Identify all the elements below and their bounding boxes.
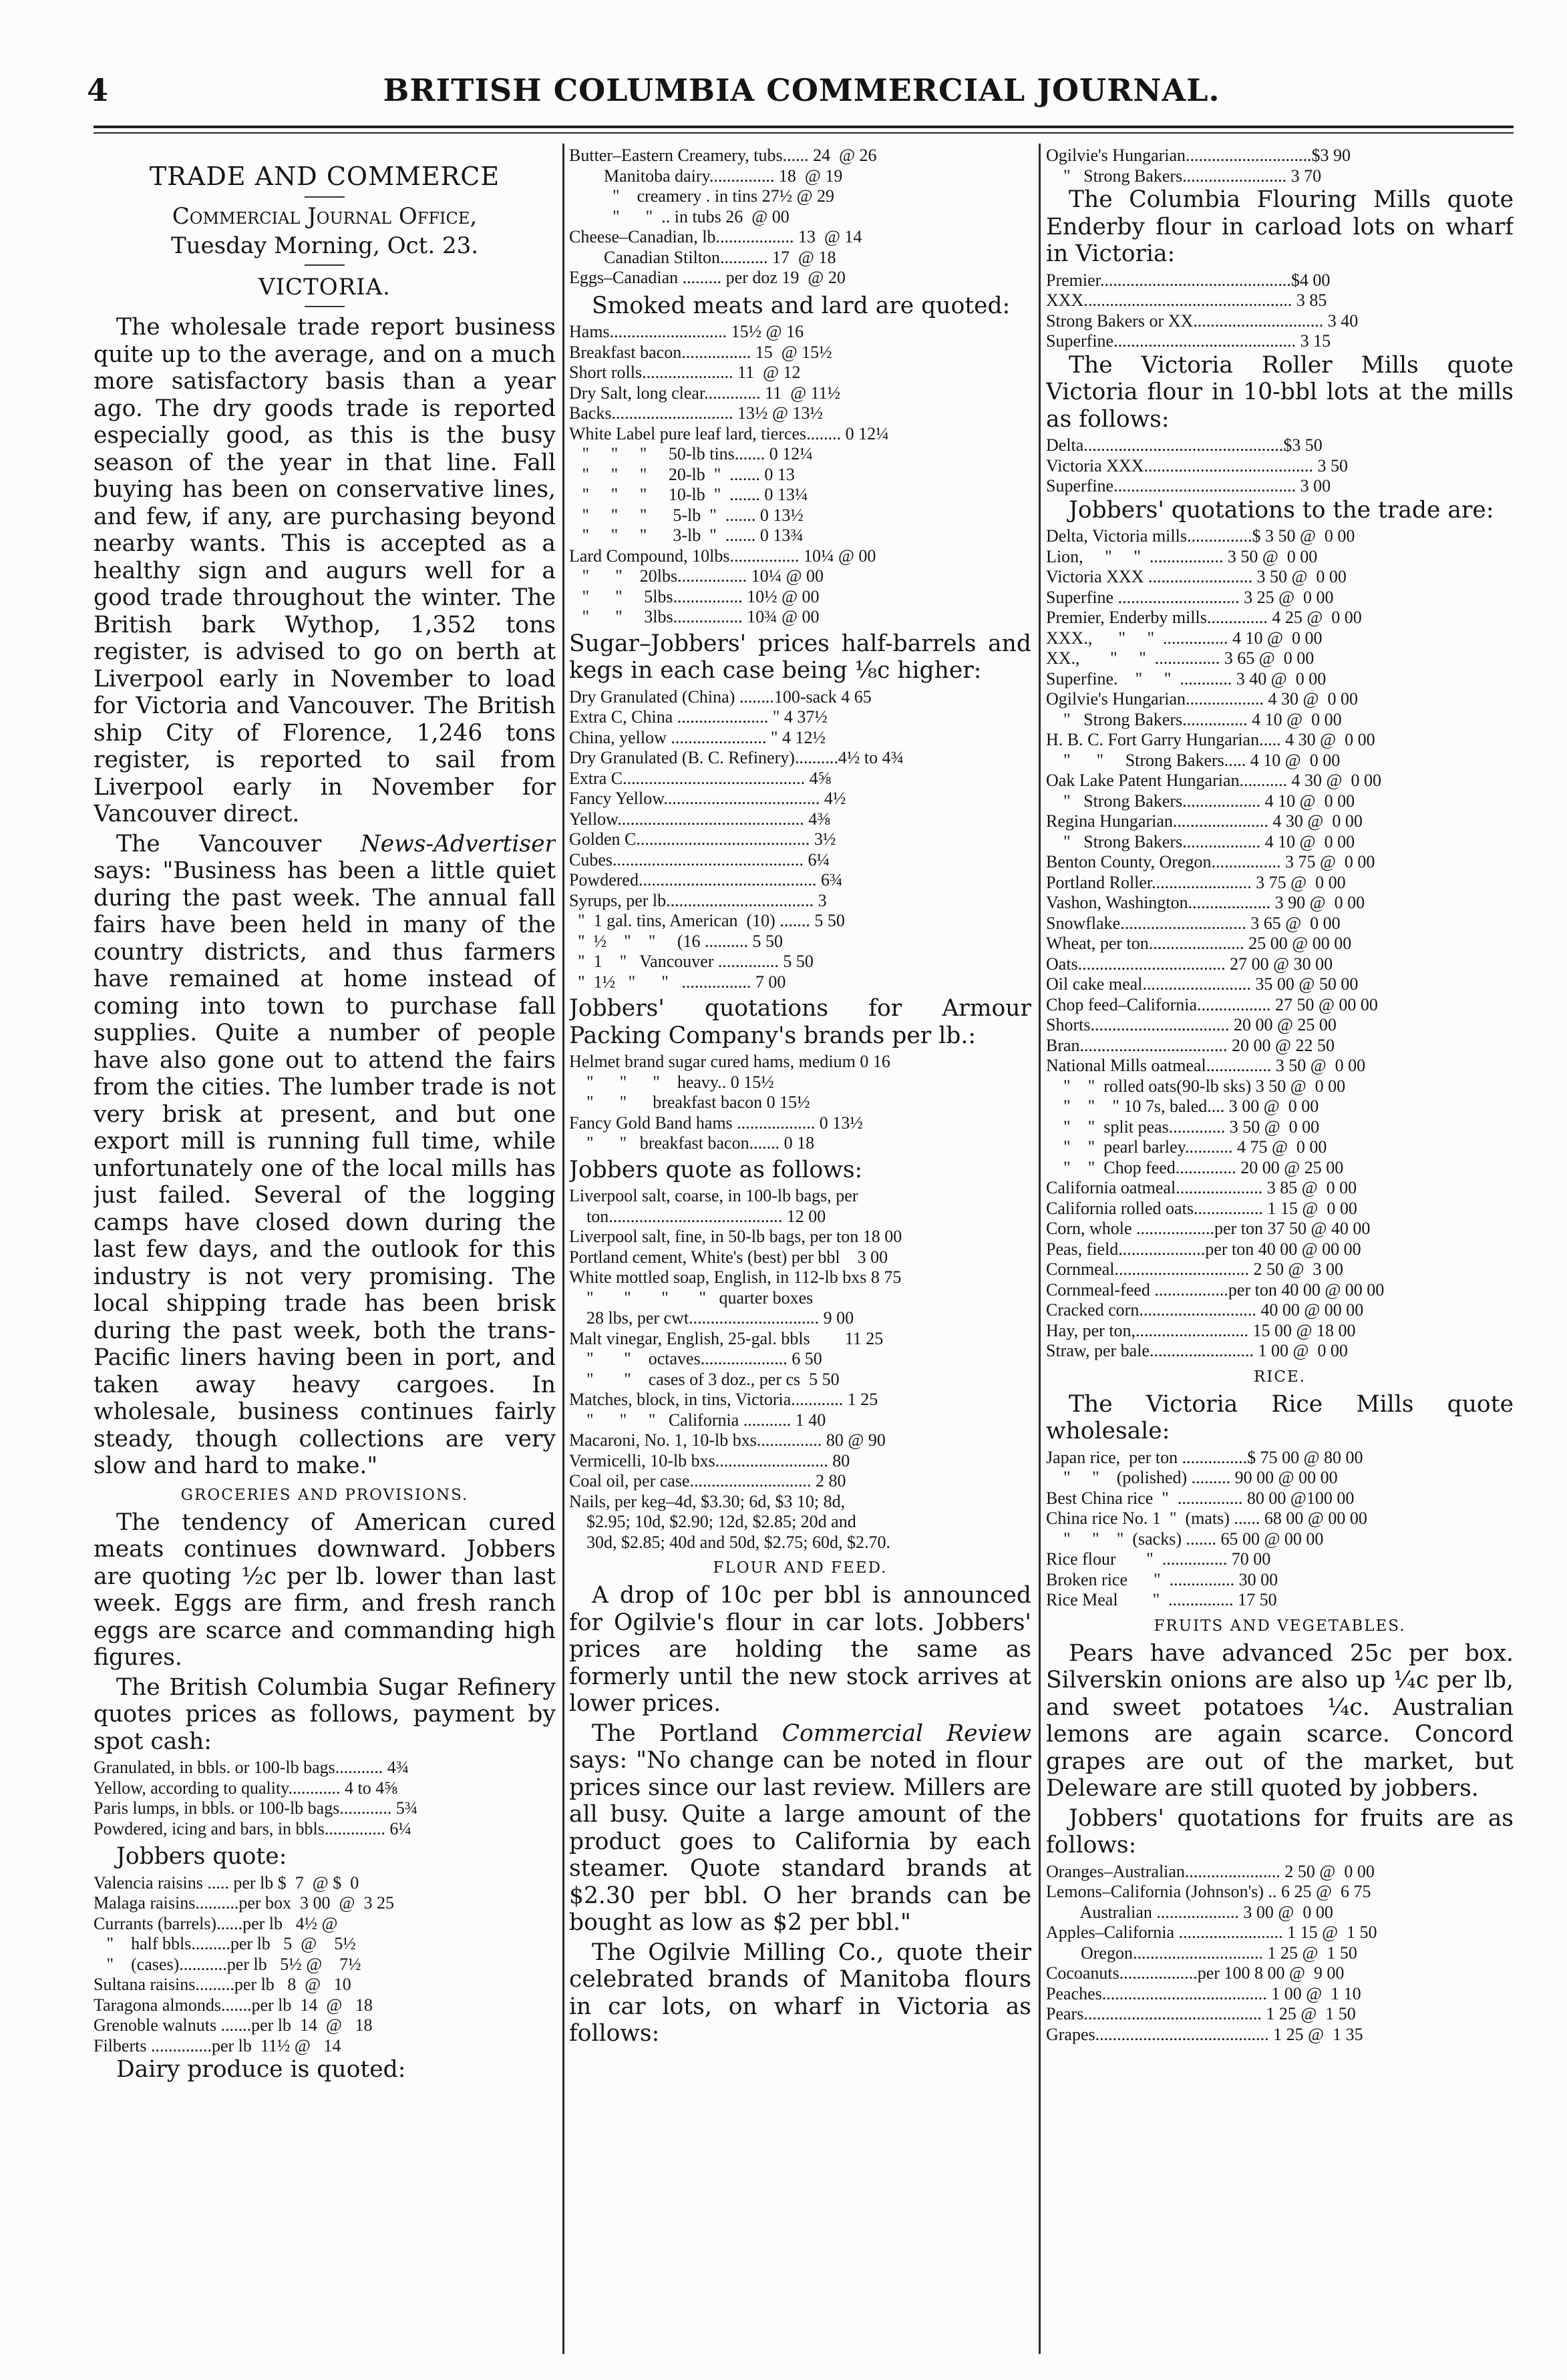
feed-price-line: " " split peas............. 3 50 @ 0 00	[1046, 1117, 1320, 1137]
rice-price-line: Rice Meal " ............... 17 50	[1046, 1590, 1277, 1609]
feed-price-line: Portland Roller....................... 3 75 @ 0 00	[1046, 872, 1346, 892]
misc-price-line: " " cases of 3 doz., per cs 5 50	[569, 1369, 840, 1389]
dairy-price-line: Eggs–Canadian ......... per doz 19 @ 20	[569, 268, 846, 287]
armour-label: Jobbers' quotations for Armour Packing Company's brands per lb.:	[569, 995, 1031, 1049]
fruit-price-line: " (cases)...........per lb 5½ @ 7½	[94, 1954, 361, 1974]
sugar-price-line: Golden C........................................ 3½	[569, 829, 836, 849]
fruit-price-line: Apples–California ........................ 1 15 @ 1 50	[1046, 1923, 1377, 1942]
armour-price-line: " " breakfast bacon 0 15½	[569, 1093, 810, 1112]
fruit-price-line: Pears......................................... 1 25 @ 1 50	[1046, 2004, 1356, 2023]
feed-price-line: XXX., " " ............... 4 10 @ 0 00	[1046, 628, 1323, 648]
dairy-price-line: Butter–Eastern Creamery, tubs...... 24 @ 26	[569, 146, 877, 165]
meat-price-line: " " " 10-lb " ....... 0 13¼	[569, 485, 808, 504]
meat-price-line: " " 3lbs................ 10¾ @ 00	[569, 607, 820, 626]
sugar-price-line: China, yellow ...................... " 4 12½	[569, 727, 826, 747]
paragraph-rice-mills: The Victoria Rice Mills quote wholesale:	[1046, 1390, 1514, 1444]
flour-price-line: Superfine.......................................... 3 00	[1046, 476, 1331, 495]
flour-feed-heading: FLOUR AND FEED.	[713, 1559, 888, 1577]
armour-price-line: Helmet brand sugar cured hams, medium 0 16	[569, 1052, 890, 1071]
header-rule-bottom	[94, 132, 1514, 134]
misc-price-line: White mottled soap, English, in 112-lb bxs 8 75	[569, 1267, 902, 1287]
feed-price-line: Hay, per ton,.......................... 15 00 @ 18 00	[1046, 1320, 1356, 1340]
sugar-jobbers-label: Sugar–Jobbers' prices half-barrels and kegs in each case being ⅛c higher:	[569, 630, 1031, 684]
dairy-price-line: " " .. in tubs 26 @ 00	[569, 206, 790, 226]
sugar-price-line: Paris lumps, in bbls. or 100-lb bags............ 5¾	[94, 1798, 418, 1818]
page-header	[80, 67, 1523, 114]
rice-price-line: Rice flour " ............... 70 00	[1046, 1549, 1271, 1569]
armour-price-line: Fancy Gold Band hams .................. 0 13½	[569, 1113, 863, 1133]
feed-price-line: Benton County, Oregon................ 3 75 @ 0 00	[1046, 852, 1375, 871]
misc-price-line: 30d, $2.85; 40d and 50d, $2.75; 60d, $2.70.	[569, 1532, 890, 1552]
rice-price-line: Best China rice " ............... 80 00 @100 00	[1046, 1488, 1355, 1508]
newspaper-name: News-Advertiser	[360, 830, 556, 857]
journal-title: BRITISH COLUMBIA COMMERCIAL JOURNAL.	[383, 72, 1220, 108]
feed-price-line: Bran.................................. 20 00 @ 22 50	[1046, 1035, 1335, 1055]
feed-price-line: National Mills oatmeal............... 3 50 @ 0 00	[1046, 1056, 1366, 1075]
feed-price-line: Delta, Victoria mills...............$ 3 50 @ 0 00	[1046, 526, 1355, 546]
paragraph-roller-mills: The Victoria Roller Mills quote Victoria flour in 10-bbl lots at the mills as follows:	[1046, 351, 1514, 433]
feed-price-line: Victoria XXX ........................ 3 50 @ 0 00	[1046, 567, 1347, 586]
sugar-price-line: Extra C.......................................... 4⅝	[569, 768, 832, 788]
feed-price-line: Peas, field....................per ton 40 00 @ 00 00	[1046, 1239, 1361, 1259]
meat-price-line: " " 5lbs................ 10½ @ 00	[569, 586, 820, 606]
flour-price-line: XXX................................................ 3 85	[1046, 290, 1327, 310]
groceries-heading: GROCERIES AND PROVISIONS.	[180, 1486, 469, 1504]
fruit-price-line: Sultana raisins.........per lb 8 @ 10	[94, 1975, 351, 1994]
feed-price-line: " Strong Bakers............... 4 10 @ 0 00	[1046, 709, 1342, 729]
rice-price-line: China rice No. 1 " (mats) ...... 68 00 @ 00 00	[1046, 1509, 1367, 1528]
meat-price-line: " " " 3-lb " ....... 0 13¾	[569, 526, 804, 545]
paragraph-ogilvie-milling: The Ogilvie Milling Co., quote their celebrated brands of Manitoba flours in car lots, on wharf in Victoria as follows:	[569, 1939, 1031, 2047]
rice-price-line: " " (polished) ......... 90 00 @ 00 00	[1046, 1468, 1338, 1487]
paragraph-fruit-quotations: Jobbers' quotations for fruits are as follows:	[1046, 1804, 1514, 1858]
feed-price-line: Superfine. " " ............ 3 40 @ 0 00	[1046, 668, 1327, 688]
misc-price-line: Macaroni, No. 1, 10-lb bxs............... 80 @ 90	[569, 1430, 886, 1450]
feed-price-line: " Strong Bakers.................. 4 10 @ 0 00	[1046, 791, 1355, 811]
feed-price-line: Shorts................................ 20 00 @ 25 00	[1046, 1015, 1337, 1034]
fruit-price-line: Oranges–Australian...................... 2 50 @ 0 00	[1046, 1861, 1375, 1881]
paragraph-portland-review	[569, 1720, 1031, 1937]
sugar-price-line: " 1 gal. tins, American (10) ....... 5 50	[569, 911, 845, 930]
misc-price-line: ton........................................ 12 00	[569, 1206, 826, 1226]
armour-price-line: " " breakfast bacon....... 0 18	[569, 1133, 815, 1153]
feed-price-line: " " Strong Bakers..... 4 10 @ 0 00	[1046, 750, 1341, 770]
feed-price-line: " " Chop feed.............. 20 00 @ 25 00	[1046, 1157, 1344, 1177]
sugar-price-line: Powdered......................................... 6¾	[569, 870, 843, 889]
misc-price-line: 28 lbs, per cwt.............................. 9 00	[569, 1308, 854, 1328]
meat-price-line: Breakfast bacon................ 15 @ 15½	[569, 342, 832, 362]
meat-price-line: Dry Salt, long clear............. 11 @ 11½	[569, 383, 841, 403]
sugar-price-line: Yellow, according to quality............ 4 to 4⅝	[94, 1778, 397, 1798]
rice-heading: RICE.	[1253, 1368, 1307, 1386]
sugar-price-line: Granulated, in bbls. or 100-lb bags........... 4¾	[94, 1758, 409, 1777]
meat-price-line: " " " 20-lb " ....... 0 13	[569, 464, 795, 484]
misc-price-line: Nails, per keg–4d, $3.30; 6d, $3 10; 8d,	[569, 1491, 846, 1511]
feed-price-line: " Strong Bakers.................. 4 10 @ 0 00	[1046, 831, 1355, 851]
text: The Vancouver	[116, 830, 361, 857]
text: The Portland	[592, 1720, 782, 1747]
text: says: "No change can be noted in flour prices since our last review. Millers are all busy. Quite a large amount of the product goes to California by each steamer. Quote standard brands at $2.30 per bbl. O her brands can be bought as low as $2 per bbl."	[569, 1747, 1031, 1936]
misc-price-line: Liverpool salt, fine, in 50-lb bags, per ton 18 00	[569, 1227, 902, 1246]
meat-price-line: White Label pure leaf lard, tierces........ 0 12¼	[569, 423, 889, 443]
feed-price-line: Straw, per bale........................ 1 00 @ 0 00	[1046, 1341, 1348, 1360]
flour-price-line: Victoria XXX....................................... 3 50	[1046, 455, 1348, 475]
misc-price-line: Portland cement, White's (best) per bbl 3 00	[569, 1247, 888, 1267]
feed-price-line: " " " 10 7s, baled.... 3 00 @ 0 00	[1046, 1097, 1319, 1116]
flour-price-line: " Strong Bakers........................ 3 70	[1046, 166, 1322, 186]
feed-price-line: Wheat, per ton...................... 25 00 @ 00 00	[1046, 934, 1352, 953]
divider	[305, 196, 345, 198]
feed-price-line: Corn, whole ..................per ton 37 50 @ 40 00	[1046, 1219, 1371, 1238]
feed-price-line: " " rolled oats(90-lb sks) 3 50 @ 0 00	[1046, 1076, 1346, 1096]
jobbers-trade-label: Jobbers' quotations to the trade are:	[1069, 496, 1494, 524]
column-3	[1046, 146, 1514, 2349]
feed-price-line: Premier, Enderby mills.............. 4 25 @ 0 00	[1046, 608, 1362, 627]
dateline: Tuesday Morning, Oct. 23.	[170, 232, 479, 259]
feed-price-line: Oats.................................. 27 00 @ 30 00	[1046, 954, 1333, 974]
meat-price-line: " " " 5-lb " ....... 0 13½	[569, 505, 804, 525]
paragraph-columbia-mills: The Columbia Flouring Mills quote Enderby flour in carload lots on wharf in Victoria:	[1046, 186, 1514, 267]
feed-price-line: Ogilvie's Hungarian.................. 4 30 @ 0 00	[1046, 689, 1358, 709]
rice-price-line: Broken rice " ............... 30 00	[1046, 1569, 1278, 1589]
fruit-price-line: Currants (barrels)......per lb 4½ @	[94, 1913, 338, 1933]
sugar-price-line: Fancy Yellow.................................... 4½	[569, 789, 846, 808]
feed-price-line: Vashon, Washington................... 3 90 @ 0 00	[1046, 893, 1365, 912]
meat-price-line: Lard Compound, 10lbs................ 10¼ @ 00	[569, 546, 876, 566]
column-2	[569, 146, 1031, 2349]
fruit-price-line: Oregon.............................. 1 25 @ 1 50	[1046, 1943, 1357, 1963]
feed-price-line: Superfine ............................ 3 25 @ 0 00	[1046, 587, 1334, 607]
section-heading: TRADE AND COMMERCE	[149, 162, 500, 191]
fruit-price-line: " half bbls.........per lb 5 @ 5½	[94, 1934, 356, 1953]
paragraph-sugar-refinery: The British Columbia Sugar Refinery quotes prices as follows, payment by spot cash:	[94, 1673, 556, 1755]
office-line: Commercial Journal Office,	[172, 203, 478, 230]
sugar-price-line: Cubes............................................ 6¼	[569, 849, 830, 869]
newspaper-name: Commercial Review	[781, 1720, 1031, 1747]
meat-price-line: " " 20lbs................ 10¼ @ 00	[569, 566, 824, 586]
dairy-price-line: Manitoba dairy............... 18 @ 19	[569, 166, 843, 186]
smoked-meats-label: Smoked meats and lard are quoted:	[592, 292, 1011, 319]
feed-price-line: California oatmeal.................... 3 85 @ 0 00	[1046, 1178, 1357, 1197]
sugar-price-line: Extra C, China ..................... " 4 37½	[569, 707, 828, 727]
misc-price-line: Vermicelli, 10-lb bxs.......................... 80	[569, 1450, 850, 1470]
meat-price-line: Short rolls..................... 11 @ 12	[569, 363, 801, 382]
fruit-price-line: Grapes........................................ 1 25 @ 1 35	[1046, 2024, 1363, 2044]
meat-price-line: Hams........................... 15½ @ 16	[569, 322, 804, 341]
sugar-price-line: Syrups, per lb.................................. 3	[569, 890, 827, 910]
dairy-label: Dairy produce is quoted:	[116, 2056, 406, 2083]
sugar-price-line: " 1½ " " ................ 7 00	[569, 972, 786, 992]
paragraph-ogilvie-drop: A drop of 10c per bbl is announced for Ogilvie's flour in car lots. Jobbers' prices are holding the same as formerly until the new stock arrives at lower prices.	[569, 1582, 1031, 1717]
fruit-price-line: Cocoanuts..................per 100 8 00 @ 9 00	[1046, 1963, 1345, 1983]
feed-price-line: Oil cake meal......................... 35 00 @ 50 00	[1046, 974, 1359, 994]
misc-price-line: $2.95; 10d, $2.90; 12d, $2.85; 20d and	[569, 1512, 856, 1531]
meat-price-line: Backs............................ 13½ @ 13½	[569, 403, 823, 423]
fruit-price-line: Taragona almonds.......per lb 14 @ 18	[94, 1995, 373, 2015]
feed-price-line: California rolled oats................ 1 15 @ 0 00	[1046, 1198, 1357, 1218]
sugar-price-line: " ½ " " (16 .......... 5 50	[569, 931, 783, 951]
sugar-price-line: Yellow........................................... 4⅜	[569, 809, 830, 829]
fruit-price-line: Lemons–California (Johnson's) .. 6 25 @ 6 75	[1046, 1882, 1371, 1901]
feed-price-line: Chop feed–California................. 27 50 @ 00 00	[1046, 994, 1378, 1014]
feed-price-line: Oak Lake Patent Hungarian........... 4 30 @ 0 00	[1046, 771, 1381, 790]
header-rule-top	[94, 126, 1514, 128]
feed-price-line: " " pearl barley........... 4 75 @ 0 00	[1046, 1137, 1327, 1157]
feed-price-line: Regina Hungarian...................... 4 30 @ 0 00	[1046, 811, 1363, 831]
column-1	[94, 146, 556, 2349]
armour-price-line: " " " heavy.. 0 15½	[569, 1072, 774, 1092]
misc-price-line: Coal oil, per case............................ 2 80	[569, 1471, 846, 1491]
misc-price-line: Malt vinegar, English, 25-gal. bbls 11 25	[569, 1328, 884, 1348]
jobbers-quote-label: Jobbers quote:	[116, 1843, 287, 1870]
dairy-price-line: " creamery . in tins 27½ @ 29	[569, 186, 835, 206]
flour-price-line: Strong Bakers or XX.............................. 3 40	[1046, 311, 1359, 331]
fruit-price-line: Filberts ..............per lb 11½ @ 14	[94, 2035, 341, 2055]
divider	[305, 306, 345, 307]
feed-price-line: Cracked corn........................... 40 00 @ 00 00	[1046, 1300, 1364, 1320]
divider	[305, 264, 345, 266]
fruit-price-line: Grenoble walnuts .......per lb 14 @ 18	[94, 2015, 373, 2035]
fruit-price-line: Australian ................... 3 00 @ 0 00	[1046, 1902, 1333, 1922]
flour-price-line: Superfine.......................................... 3 15	[1046, 331, 1331, 351]
fruit-price-line: Peaches...................................... 1 00 @ 1 10	[1046, 1983, 1361, 2003]
feed-price-line: Lion, " " ................. 3 50 @ 0 00	[1046, 546, 1318, 566]
flour-price-line: Delta..............................................$3 50	[1046, 435, 1323, 455]
feed-price-line: Snowflake............................. 3 65 @ 0 00	[1046, 913, 1341, 933]
fruit-price-line: Valencia raisins ..... per lb $ 7 @ $ 0	[94, 1872, 359, 1893]
sugar-price-line: Powdered, icing and bars, in bbls.............. 6¼	[94, 1818, 411, 1838]
feed-price-line: Cornmeal............................... 2 50 @ 3 00	[1046, 1259, 1343, 1279]
fruit-price-line: Malaga raisins..........per box 3 00 @ 3 25	[94, 1893, 394, 1913]
misc-price-line: " " " " quarter boxes	[569, 1287, 814, 1308]
sugar-price-line: Dry Granulated (B. C. Refinery)..........4½ to 4¾	[569, 748, 904, 767]
victoria-heading: VICTORIA.	[258, 274, 391, 301]
fruits-vegetables-heading: FRUITS AND VEGETABLES.	[1154, 1617, 1406, 1635]
sugar-price-line: Dry Granulated (China) ........100-sack 4 65	[569, 686, 872, 707]
sugar-price-line: " 1 " Vancouver .............. 5 50	[569, 952, 814, 971]
dairy-price-line: Canadian Stilton........... 17 @ 18	[569, 247, 836, 267]
feed-price-line: H. B. C. Fort Garry Hungarian..... 4 30 @ 0 00	[1046, 730, 1375, 749]
paragraph-news-advertiser	[94, 831, 556, 1480]
rice-price-line: " " " (sacks) ....... 65 00 @ 00 00	[1046, 1529, 1324, 1549]
page-number: 4	[87, 72, 109, 108]
paragraph-cured-meats: The tendency of American cured meats continues downward. Jobbers are quoting ½c per lb. lower than last week. Eggs are firm, and fresh ranch eggs are scarce and commanding high figures.	[94, 1509, 556, 1671]
feed-price-line: Cornmeal-feed .................per ton 40 00 @ 00 00	[1046, 1279, 1385, 1300]
misc-price-line: Matches, block, in tins, Victoria............ 1 25	[569, 1390, 878, 1409]
column-divider-1	[562, 144, 564, 2354]
jobbers-quote-label: Jobbers quote as follows:	[569, 1156, 863, 1183]
paragraph-trade-report: The wholesale trade report business quite up to the average, and on a much more satisfactory basis than a year ago. The dry goods trade is reported especially good, as this is the busy season of the year in that line. Fall buying has been on conservative lines, and few, if any, are purchasing beyond nearby wants. This is accepted as a healthy sign and augurs well for a good trade throughout the winter. The British bark Wythop, 1,352 tons register, is advised to go on berth at Liverpool early in November to load for Victoria and Vancouver. The British ship City of Florence, 1,246 tons register, is reported to sail from Liverpool early in November for Vancouver direct.	[94, 314, 556, 827]
misc-price-line: " " " California ........... 1 40	[569, 1410, 826, 1430]
feed-price-line: XX., " " ............... 3 65 @ 0 00	[1046, 648, 1315, 668]
paragraph-pears: Pears have advanced 25c per box. Silverskin onions are also up ¼c per lb, and sweet potatoes ¼c. Australian lemons are again scarce. Concord grapes are out of the market, but Deleware are still quoted by jobbers.	[1046, 1639, 1514, 1802]
text: says: "Business has been a little quiet during the past week. The annual fall fairs have been held in many of the country districts, and thus farmers have remained at home instead of coming into town to purchase fall supplies. Quite a number of people have also gone out to attend the fairs from the cities. The lumber trade is not very brisk at present, and but one export mill is running full time, while unfortunately one of the local mills has just failed. Several of the logging camps have closed down during the last few days, and the outlook for this industry is not very promising. The local shipping trade has been brisk during the past week, both the trans-Pacific liners having been in port, and taken away heavy cargoes. In wholesale, business continues fairly steady, though collections are very slow and hard to make."	[94, 857, 556, 1479]
misc-price-line: " " octaves.................... 6 50	[569, 1349, 822, 1368]
column-divider-2	[1039, 144, 1041, 2354]
flour-price-line: Premier............................................$4 00	[1046, 270, 1331, 290]
rice-price-line: Japan rice, per ton ...............$ 75 00 @ 80 00	[1046, 1447, 1363, 1467]
dairy-price-line: Cheese–Canadian, lb.................. 13 @ 14	[569, 227, 862, 246]
flour-price-line: Ogilvie's Hungarian.............................$3 90	[1046, 146, 1351, 165]
meat-price-line: " " " 50-lb tins....... 0 12¼	[569, 444, 813, 463]
misc-price-line: Liverpool salt, coarse, in 100-lb bags, per	[569, 1186, 858, 1205]
